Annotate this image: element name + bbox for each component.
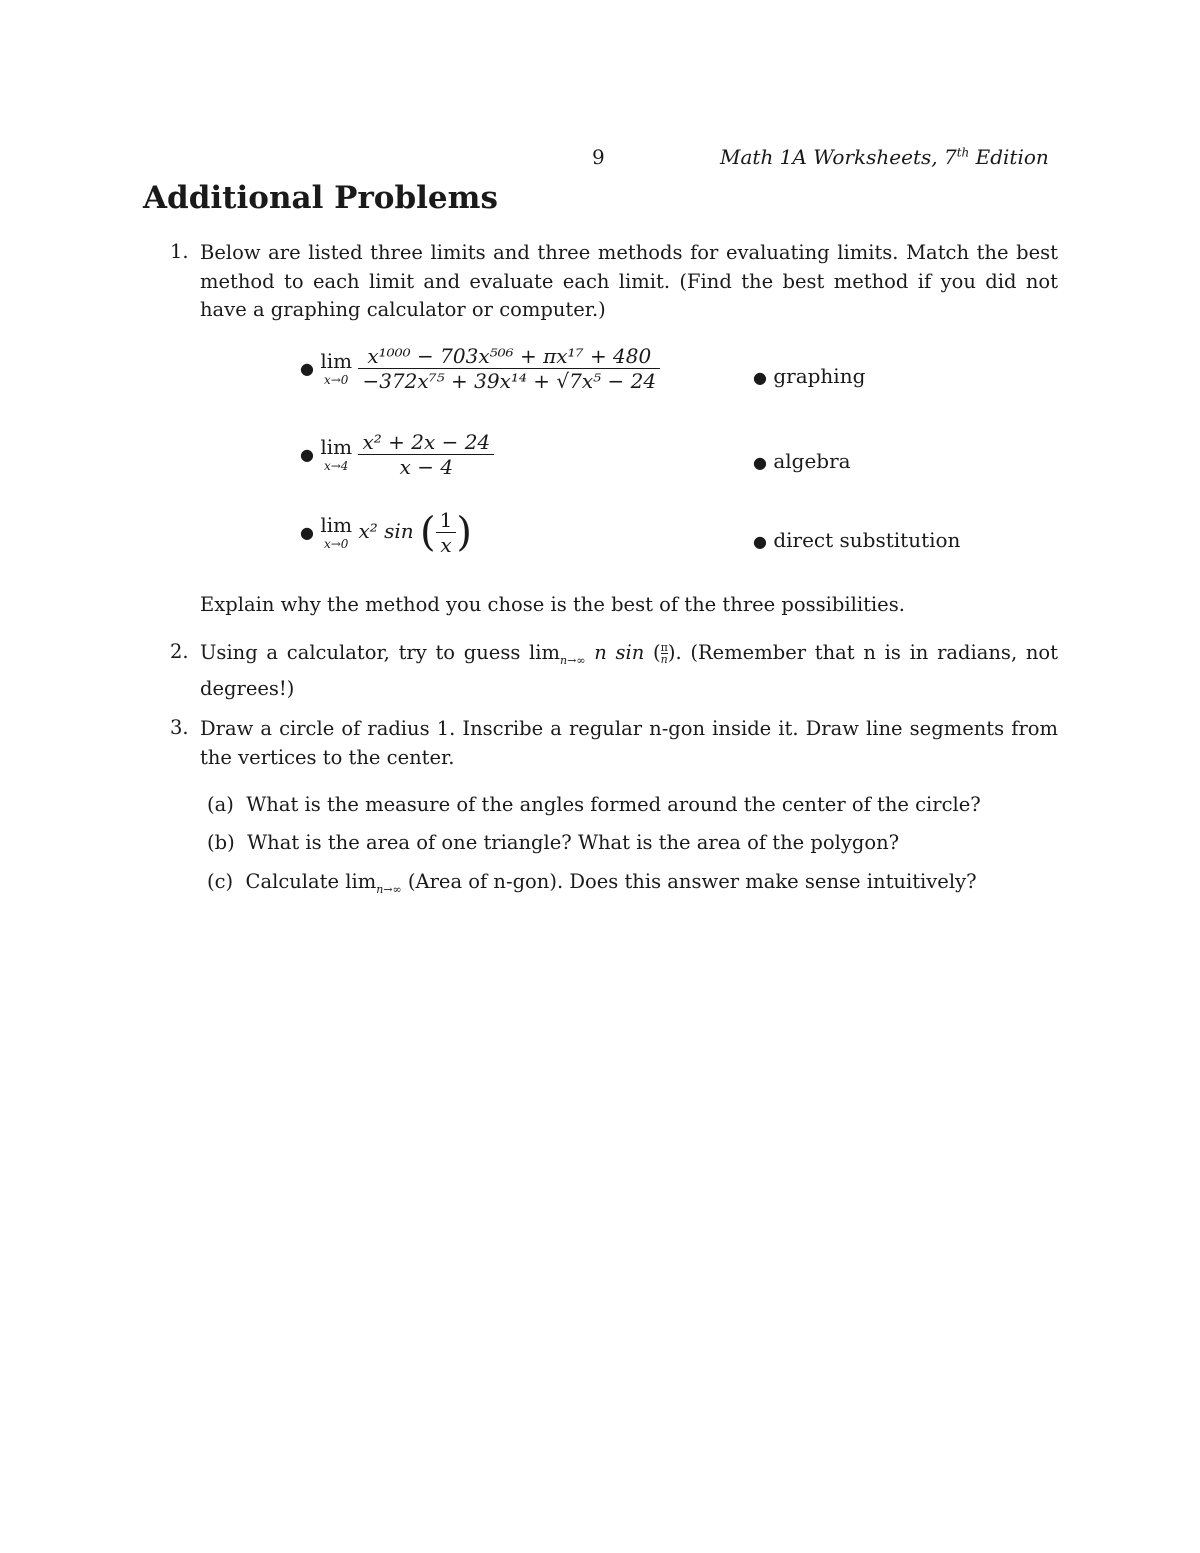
limit-operator: lim x→0	[320, 349, 353, 387]
subpart-text: What is the measure of the angles formed around the center of the circle?	[246, 793, 981, 816]
bullet: ●	[300, 523, 314, 542]
limit-body: x² sin	[358, 519, 414, 543]
problem-number: 1.	[170, 240, 189, 263]
running-title-end: Edition	[969, 145, 1049, 169]
running-title-main: Math 1A Worksheets, 7	[720, 145, 957, 169]
followup-text: Explain why the method you chose is the best of the three possibilities.	[200, 593, 905, 616]
method-item: ● algebra	[753, 449, 851, 473]
method-item: ● direct substitution	[753, 528, 961, 552]
subpart-label: (a)	[207, 793, 234, 816]
limit-fraction	[436, 508, 457, 557]
limit-fraction	[358, 430, 494, 479]
subpart-item	[207, 829, 899, 858]
subpart-label: (c)	[207, 870, 234, 893]
subpart-text: Calculate $\lim_{n\to\infty}$ (Area of n-gon). Does this answer make sense intuitively?	[245, 870, 977, 896]
method-item: ● graphing	[753, 364, 866, 388]
denominator: x − 4	[358, 454, 494, 479]
running-title-sup: th	[956, 145, 970, 160]
denominator: −372x⁷⁵ + 39x¹⁴ + √7x⁵ − 24	[358, 368, 660, 393]
bullet: ●	[300, 359, 314, 378]
page-number: 9	[592, 145, 605, 169]
subpart-text: What is the area of one triangle? What is the area of the polygon?	[247, 831, 900, 854]
denominator: x	[436, 532, 457, 557]
method-label: graphing	[773, 364, 866, 388]
problem-text: Using a calculator, try to guess $\lim_{n\to\infty} n$ sin ( $\frac{\pi}{n}$ ). (Remember that n is in radians, not degrees!)	[200, 641, 1058, 701]
limit-fraction	[358, 344, 660, 393]
problem-text: Below are listed three limits and three methods for evaluating limits. Match the best method to each limit and evaluate each limit. (Find the best method if you did not have a graphing calculator or computer.)	[200, 241, 1058, 321]
limit-operator: lim x→0	[320, 513, 353, 551]
limit-expression	[300, 430, 494, 479]
limit-expression	[300, 344, 660, 393]
problem-number: 3.	[170, 716, 189, 739]
problem-text: Draw a circle of radius 1. Inscribe a regular n-gon inside it. Draw line segments from the vertices to the center.	[200, 717, 1058, 769]
numerator: x² + 2x − 24	[362, 430, 491, 454]
subpart-label: (b)	[207, 831, 235, 854]
section-title: Additional Problems	[143, 180, 498, 216]
numerator: 1	[439, 508, 453, 532]
problem-number: 2.	[170, 640, 189, 663]
limit-operator: lim x→4	[320, 435, 353, 473]
subpart-item	[207, 791, 981, 820]
limit-expression: ● lim x→0 x² sin ( $\frac{1}{x}$ )	[300, 508, 472, 557]
numerator: x¹⁰⁰⁰ − 703x⁵⁰⁶ + πx¹⁷ + 480	[367, 344, 652, 368]
running-title	[720, 145, 1049, 169]
method-label: algebra	[773, 449, 851, 473]
bullet: ●	[300, 445, 314, 464]
subpart-item	[207, 868, 977, 904]
method-label: direct substitution	[773, 528, 961, 552]
